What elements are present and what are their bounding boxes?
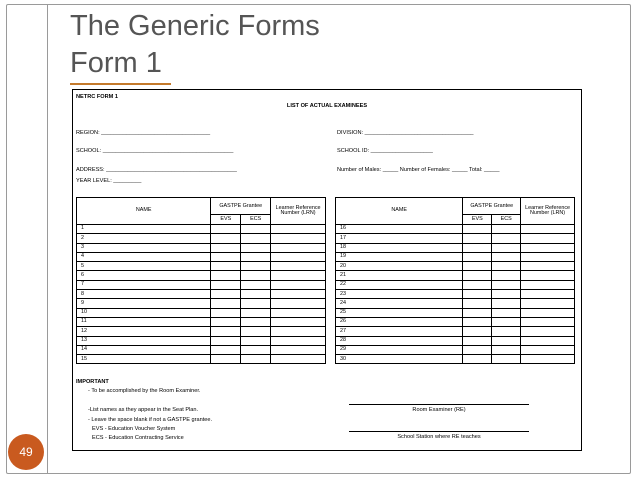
evs-cell [211,262,241,271]
school-field: SCHOOL: __________________________________________ [76,148,234,154]
ecs-cell [492,327,521,336]
room-examiner-signature-line [349,404,529,405]
ecs-cell [492,243,521,252]
ecs-cell [241,336,271,345]
table-row [77,345,326,354]
slide-title-line2: Form 1 [70,47,162,79]
row-number-cell: 8 [77,290,211,299]
table-row [77,234,326,243]
row-number-cell: 2 [77,234,211,243]
evs-cell [463,252,492,261]
ecs-cell [492,355,521,364]
examinees-table-right [335,197,575,364]
row-number-cell: 18 [336,243,463,252]
ecs-cell [492,336,521,345]
row-number-cell: 12 [77,327,211,336]
table-row [336,317,575,326]
table-row [77,317,326,326]
table-row [77,243,326,252]
row-number-cell: 23 [336,290,463,299]
table-row [336,336,575,345]
table-row [336,327,575,336]
row-number-cell: 9 [77,299,211,308]
table-row [336,290,575,299]
table-row [336,262,575,271]
ecs-cell [241,252,271,261]
table-row [336,252,575,261]
ecs-cell [241,345,271,354]
ecs-cell [241,317,271,326]
evs-cell [211,271,241,280]
evs-cell [463,336,492,345]
room-examiner-label: Room Examiner (RE) [412,407,466,413]
evs-cell [211,234,241,243]
row-number-cell: 17 [336,234,463,243]
evs-cell [211,243,241,252]
ecs-cell [492,317,521,326]
lrn-cell [521,327,575,336]
evs-cell [211,299,241,308]
table-row [336,243,575,252]
lrn-cell [521,317,575,326]
ecs-cell [241,299,271,308]
lrn-cell [271,290,326,299]
lrn-header: Learner Reference Number (LRN) [271,198,326,225]
row-number-cell: 22 [336,280,463,289]
row-number-cell: 4 [77,252,211,261]
evs-cell [463,262,492,271]
evs-cell [463,355,492,364]
evs-cell [211,290,241,299]
ecs-cell [492,290,521,299]
row-number-cell: 21 [336,271,463,280]
row-number-cell: 29 [336,345,463,354]
lrn-cell [521,252,575,261]
ecs-cell [241,262,271,271]
table-row [77,308,326,317]
table-row [77,280,326,289]
lrn-cell [271,225,326,234]
year-level-field: YEAR LEVEL: _________ [76,178,142,184]
important-line5: ECS - Education Contracting Service [92,435,184,441]
lrn-cell [271,252,326,261]
lrn-cell [521,225,575,234]
examinees-table-left [76,197,326,364]
row-number-cell: 5 [77,262,211,271]
school-station-label: School Station where RE teaches [397,434,481,440]
lrn-cell [271,308,326,317]
lrn-cell [521,262,575,271]
ecs-cell [492,308,521,317]
gastpe-header: GASTPE Grantee [463,198,521,215]
row-number-cell: 7 [77,280,211,289]
title-underline [70,83,171,85]
ecs-header: ECS [492,215,521,225]
evs-cell [211,317,241,326]
table-row [336,299,575,308]
evs-cell [463,345,492,354]
evs-cell [463,290,492,299]
lrn-cell [271,355,326,364]
important-line1: - To be accomplished by the Room Examiner. [88,388,201,394]
lrn-cell [521,290,575,299]
row-number-cell: 19 [336,252,463,261]
evs-cell [463,280,492,289]
evs-cell [211,345,241,354]
address-field: ADDRESS: __________________________________________ [76,167,237,173]
ecs-cell [492,299,521,308]
division-field: DIVISION: ___________________________________ [337,130,474,136]
lrn-cell [271,299,326,308]
important-line4: EVS - Education Voucher System [92,426,176,432]
ecs-cell [492,280,521,289]
row-number-cell: 11 [77,317,211,326]
name-header: NAME [336,198,463,225]
lrn-cell [271,345,326,354]
table-row [336,280,575,289]
ecs-header: ECS [241,215,271,225]
lrn-cell [521,345,575,354]
school-id-field: SCHOOL ID: ____________________ [337,148,433,154]
evs-cell [463,234,492,243]
lrn-cell [271,327,326,336]
row-number-cell: 1 [77,225,211,234]
table-row [77,336,326,345]
ecs-cell [241,280,271,289]
row-number-cell: 10 [77,308,211,317]
evs-cell [463,317,492,326]
page-number-badge: 49 [8,434,44,470]
ecs-cell [241,243,271,252]
table-row [336,225,575,234]
evs-header: EVS [463,215,492,225]
row-number-cell: 24 [336,299,463,308]
evs-cell [211,225,241,234]
ecs-cell [241,308,271,317]
evs-cell [463,308,492,317]
lrn-cell [271,262,326,271]
lrn-cell [271,317,326,326]
important-label: IMPORTANT [76,379,109,385]
row-number-cell: 13 [77,336,211,345]
ecs-cell [492,262,521,271]
evs-cell [211,327,241,336]
lrn-header: Learner Reference Number (LRN) [521,198,575,225]
school-station-signature-line [349,431,529,432]
lrn-cell [521,271,575,280]
lrn-cell [521,336,575,345]
ecs-cell [241,271,271,280]
table-row [336,271,575,280]
evs-cell [463,327,492,336]
lrn-cell [521,234,575,243]
counts-field: Number of Males: _____ Number of Females: _____ Total: _____ [337,167,500,173]
ecs-cell [492,271,521,280]
form-document [72,89,582,451]
ecs-cell [492,234,521,243]
ecs-cell [241,355,271,364]
ecs-cell [492,345,521,354]
row-number-cell: 26 [336,317,463,326]
row-number-cell: 15 [77,355,211,364]
ecs-cell [241,327,271,336]
ecs-cell [241,225,271,234]
row-number-cell: 27 [336,327,463,336]
table-row [336,355,575,364]
table-row [336,234,575,243]
evs-cell [463,271,492,280]
row-number-cell: 14 [77,345,211,354]
table-row [77,355,326,364]
evs-cell [211,252,241,261]
table-row [77,262,326,271]
lrn-cell [271,280,326,289]
gastpe-header: GASTPE Grantee [211,198,271,215]
ecs-cell [241,290,271,299]
row-number-cell: 25 [336,308,463,317]
important-line3: - Leave the space blank if not a GASTPE grantee. [88,417,213,423]
ecs-cell [492,225,521,234]
lrn-cell [521,299,575,308]
evs-cell [211,355,241,364]
slide-title-line1: The Generic Forms [70,10,320,42]
evs-header: EVS [211,215,241,225]
table-row [336,308,575,317]
form-code: NETRC FORM 1 [76,94,118,100]
lrn-cell [521,280,575,289]
table-row [77,327,326,336]
table-row [77,252,326,261]
ecs-cell [492,252,521,261]
lrn-cell [521,355,575,364]
table-row [77,225,326,234]
table-row [77,290,326,299]
important-line2: -List names as they appear in the Seat Plan. [88,407,199,413]
table-row [77,299,326,308]
ecs-cell [241,234,271,243]
evs-cell [463,299,492,308]
lrn-cell [271,336,326,345]
name-header: NAME [77,198,211,225]
lrn-cell [271,271,326,280]
row-number-cell: 28 [336,336,463,345]
lrn-cell [521,308,575,317]
evs-cell [211,336,241,345]
lrn-cell [271,234,326,243]
form-heading: LIST OF ACTUAL EXAMINEES [286,103,368,109]
evs-cell [463,225,492,234]
evs-cell [211,280,241,289]
row-number-cell: 16 [336,225,463,234]
row-number-cell: 20 [336,262,463,271]
row-number-cell: 6 [77,271,211,280]
left-divider-line [47,4,48,474]
evs-cell [211,308,241,317]
region-field: REGION: ___________________________________ [76,130,211,136]
lrn-cell [521,243,575,252]
row-number-cell: 30 [336,355,463,364]
lrn-cell [271,243,326,252]
table-row [77,271,326,280]
row-number-cell: 3 [77,243,211,252]
evs-cell [463,243,492,252]
table-row [336,345,575,354]
